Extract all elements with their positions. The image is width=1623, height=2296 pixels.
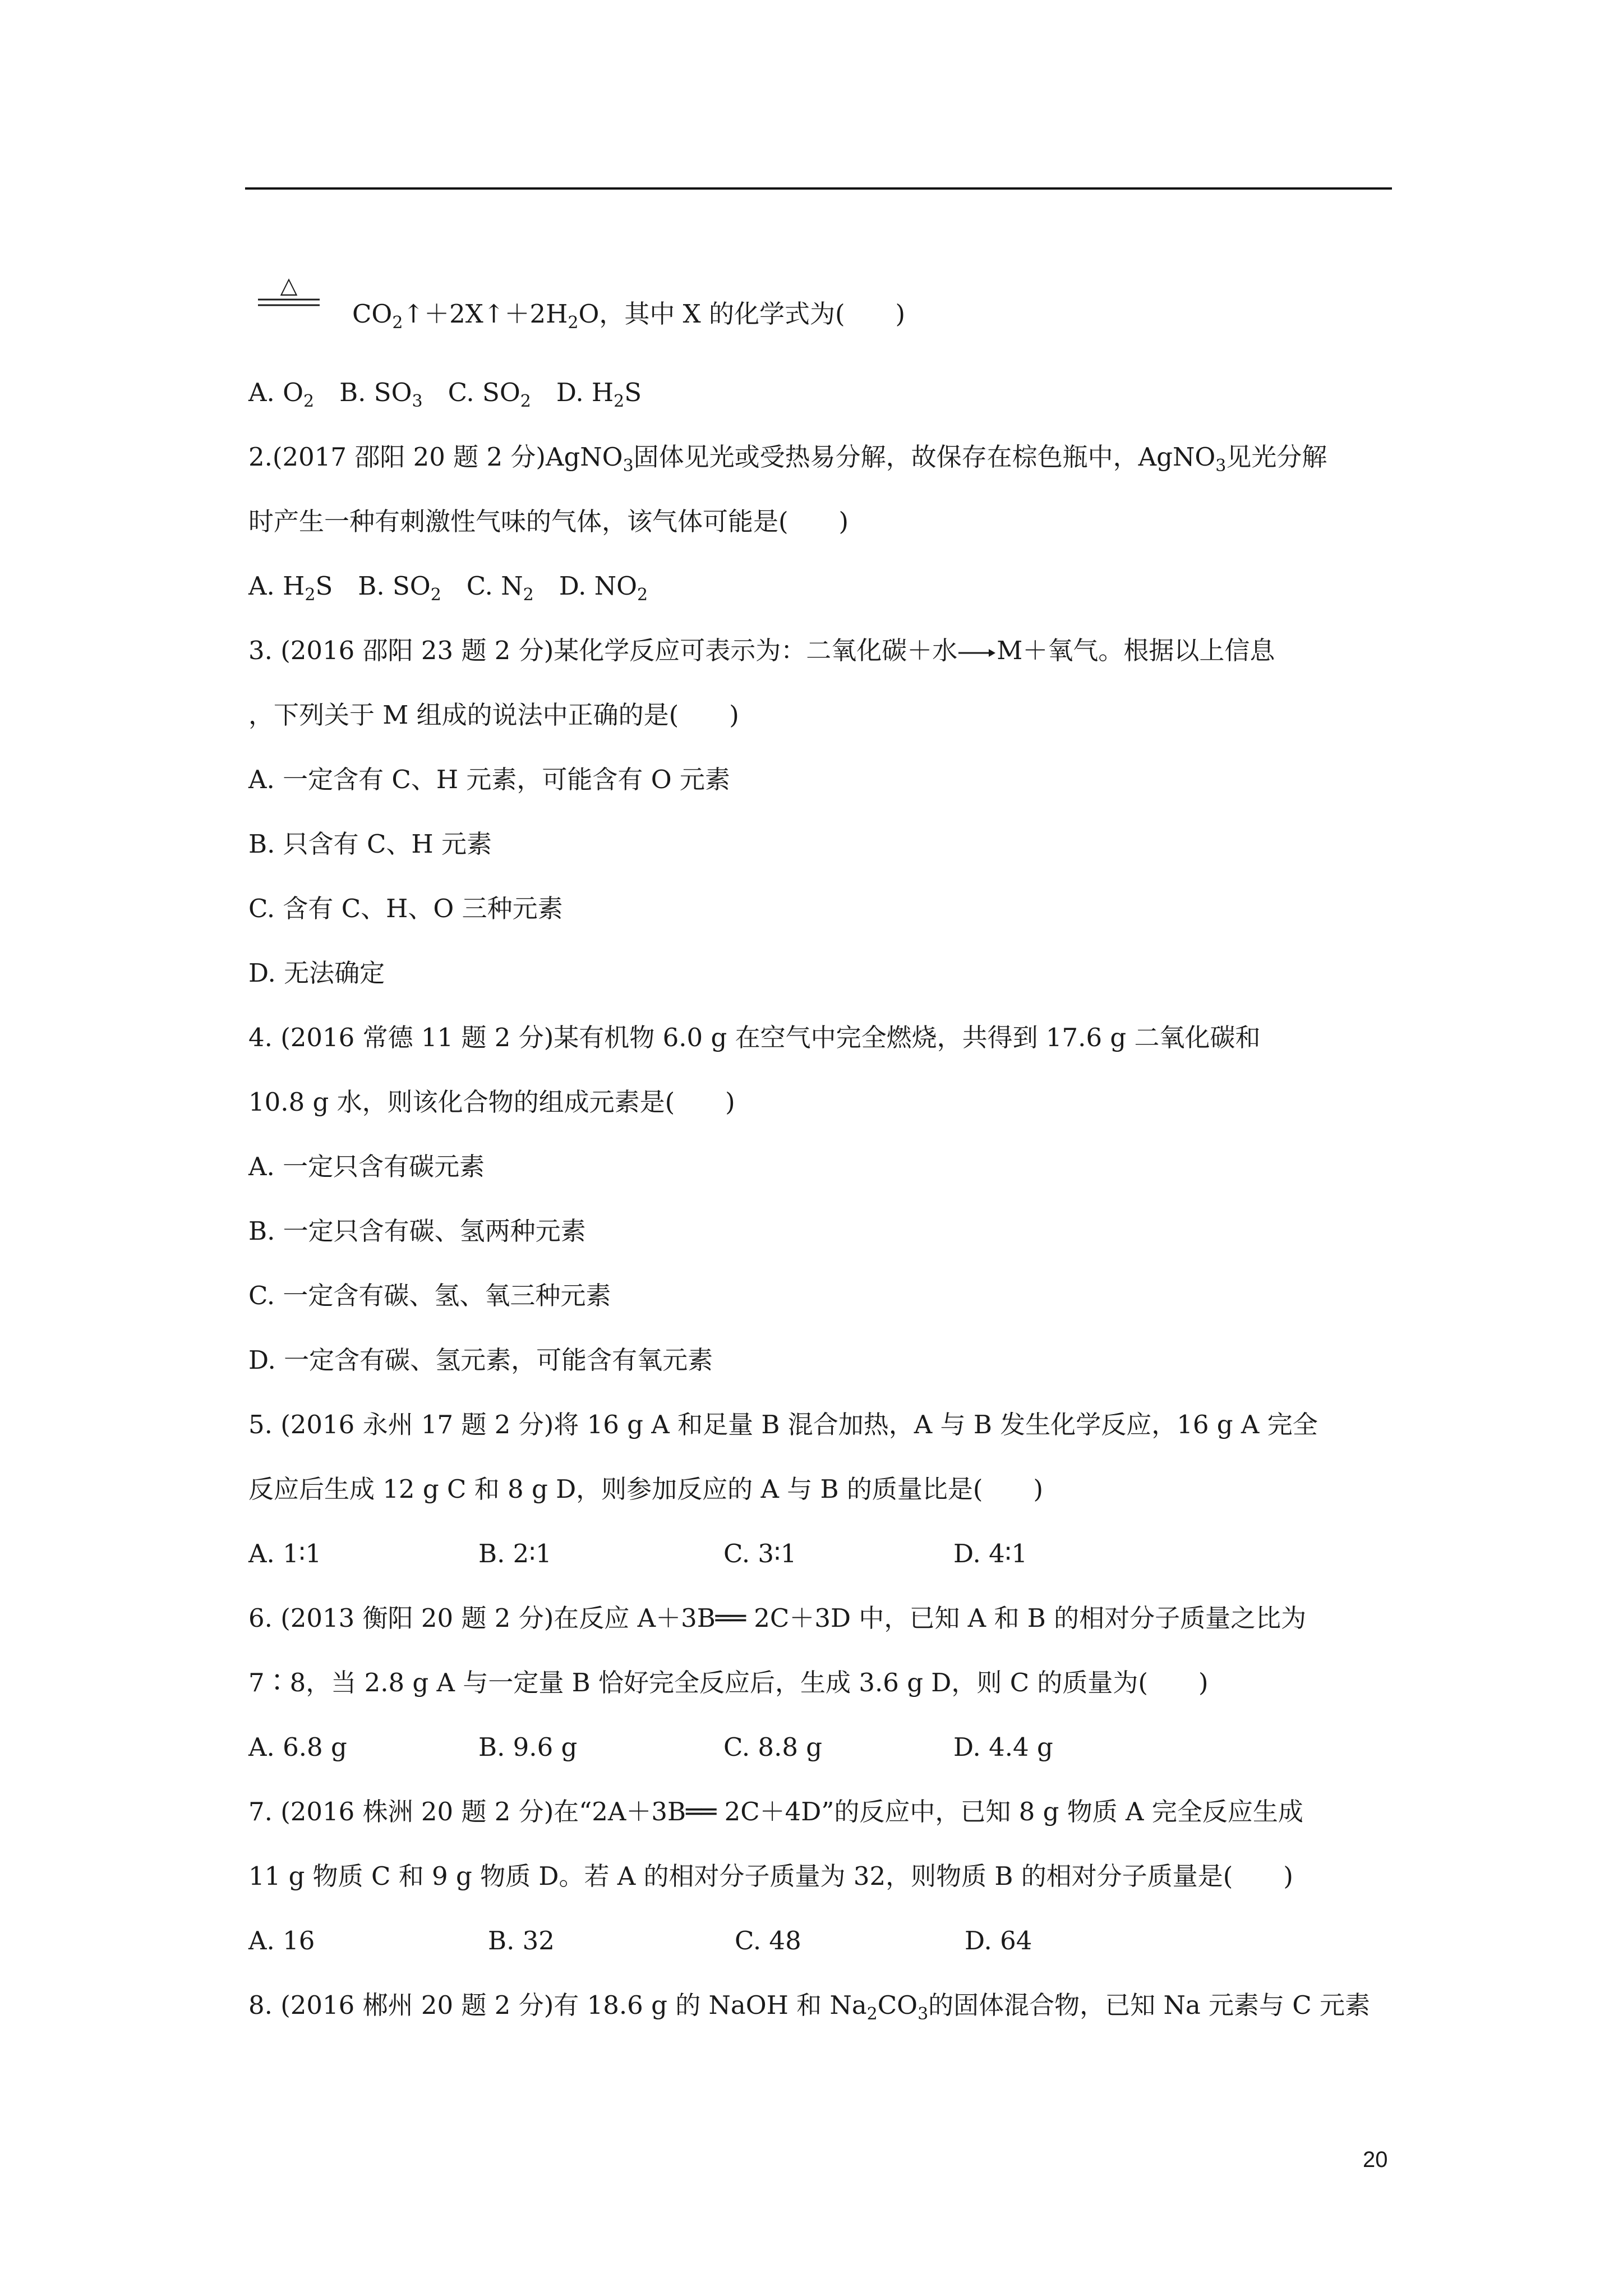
q6-option-d: D. 4.4 g	[953, 1732, 1053, 1762]
reaction-arrow-icon	[957, 647, 997, 659]
q5-option-b: B. 2∶1	[478, 1539, 552, 1568]
q7-option-b: B. 32	[488, 1926, 555, 1955]
q2-line2: 时产生一种有刺激性气味的气体，该气体可能是( )	[248, 507, 849, 536]
q6-option-c: C. 8.8 g	[723, 1732, 823, 1762]
q8-line1: 8. (2016 郴州 20 题 2 分)有 18.6 g 的 NaOH 和 $Na_2CO_3$的固体混合物，已知 Na 元素与 C 元素	[248, 1990, 1371, 2024]
q4-line1: 4. (2016 常德 11 题 2 分)某有机物 6.0 g 在空气中完全燃烧，共得到 17.6 g 二氧化碳和	[248, 1023, 1261, 1052]
q2-line1: 2.(2017 邵阳 20 题 2 分)AgNO$_3$固体见光或受热易分解，故保存在棕色瓶中，AgNO$_3$见光分解	[248, 442, 1327, 476]
q4-option-a: A. 一定只含有碳元素	[248, 1152, 485, 1181]
q3-option-d: D. 无法确定	[248, 958, 385, 988]
q7-line2: 11 g 物质 C 和 9 g 物质 D。若 A 的相对分子质量为 32，则物质 B 的相对分子质量是( )	[248, 1861, 1293, 1891]
q4-line2: 10.8 g 水，则该化合物的组成元素是( )	[248, 1087, 735, 1117]
delta-symbol: △	[280, 275, 298, 298]
q4-option-d: D. 一定含有碳、氢元素，可能含有氧元素	[248, 1345, 713, 1375]
q2-options: A. $H_2S$ B. $SO_2$ C. $N_2$ D. $NO_2$	[248, 571, 648, 605]
q3-option-b: B. 只含有 C、H 元素	[248, 829, 492, 859]
q5-option-c: C. 3∶1	[723, 1539, 797, 1568]
q3-option-c: C. 含有 C、H、O 三种元素	[248, 894, 563, 923]
q4-option-c: C. 一定含有碳、氢、氧三种元素	[248, 1281, 611, 1310]
q7-option-c: C. 48	[735, 1926, 801, 1955]
q3-option-a: A. 一定含有 C、H 元素，可能含有 O 元素	[248, 765, 730, 794]
q1-equation-rest: $CO_2↑+2X↑+2H_2O$，其中 X 的化学式为( )	[352, 299, 906, 333]
q3-line1: 3. (2016 邵阳 23 题 2 分)某化学反应可表示为：二氧化碳＋水 M＋氧气。根据以上信息	[248, 636, 1275, 665]
q6-option-a: A. 6.8 g	[248, 1732, 347, 1762]
header-rule	[245, 187, 1392, 190]
q6-line1: 6. (2013 衡阳 20 题 2 分)在反应 A＋3B══ 2C＋3D 中，已知 A 和 B 的相对分子质量之比为	[248, 1603, 1307, 1633]
q7-option-a: A. 16	[248, 1926, 315, 1955]
q7-option-d: D. 64	[965, 1926, 1032, 1955]
q5-option-d: D. 4∶1	[953, 1539, 1028, 1568]
heating-condition-symbol	[255, 275, 322, 314]
page-number: 20	[1363, 2147, 1388, 2172]
q7-line1: 7. (2016 株洲 20 题 2 分)在“2A＋3B══ 2C＋4D”的反应中，已知 8 g 物质 A 完全反应生成	[248, 1797, 1303, 1826]
q1-options: A. $O_2$ B. $SO_3$ C. $SO_2$ D. $H_2S$	[248, 378, 642, 411]
q4-option-b: B. 一定只含有碳、氢两种元素	[248, 1216, 586, 1246]
q3-line2: ，下列关于 M 组成的说法中正确的是( )	[248, 700, 739, 730]
q5-line1: 5. (2016 永州 17 题 2 分)将 16 g A 和足量 B 混合加热，A 与 B 发生化学反应，16 g A 完全	[248, 1410, 1318, 1439]
q5-line2: 反应后生成 12 g C 和 8 g D，则参加反应的 A 与 B 的质量比是( )	[248, 1474, 1044, 1504]
q6-line2: 7∶8，当 2.8 g A 与一定量 B 恰好完全反应后，生成 3.6 g D，则 C 的质量为( )	[248, 1668, 1209, 1697]
q5-option-a: A. 1∶1	[248, 1539, 322, 1568]
q6-option-b: B. 9.6 g	[478, 1732, 578, 1762]
